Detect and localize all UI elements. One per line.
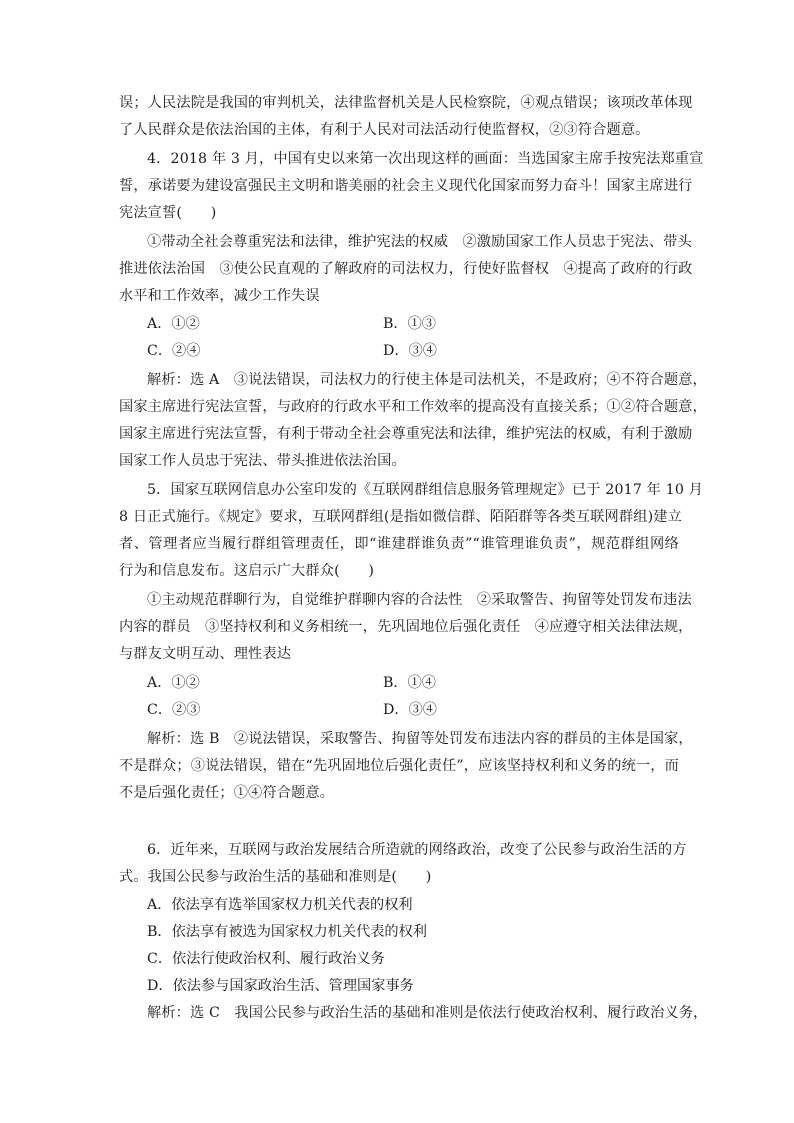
q4-stem-line-3: 宪法宣誓( ) <box>119 205 217 221</box>
q6-stem-line-1: 6．近年来，互联网与政治发展结合所造就的网络政治，改变了公民参与政治生活的方 <box>147 842 687 858</box>
q5-items-line-1: ①主动规范群聊行为，自觉维护群聊内容的合法性 ②采取警告、拘留等处罚发布违法 <box>147 592 692 608</box>
q5-stem-line-1: 5．国家互联网信息办公室印发的《互联网群组信息服务管理规定》已于 2017 年 10 月 <box>147 482 704 498</box>
q5-stem-line-3: 者、管理者应当履行群组管理责任，即“谁建群谁负责”“谁管理谁负责”，规范群组网络 <box>119 536 679 552</box>
q4-answer-line-1: 解析：选 A ③说法错误，司法权力的行使主体是司法机关，不是政府；④不符合题意， <box>147 372 707 388</box>
q5-answer-line-2: 不是群众；③说法错误，错在“先巩固地位后强化责任”，应该坚持权利和义务的统一，而 <box>119 758 679 774</box>
q4-option-c: C．②④ <box>147 343 201 359</box>
q6-stem-line-2: 式。我国公民参与政治生活的基础和准则是( ) <box>119 869 432 885</box>
q6-option-d: D．依法参与国家政治生活、管理国家事务 <box>147 978 414 994</box>
carryover-line-2: 了人民群众是依法治国的主体，有利于人民对司法活动行使监督权，②③符合题意。 <box>119 122 650 138</box>
q4-items-line-1: ①带动全社会尊重宪法和法律，维护宪法的权威 ②激励国家工作人员忠于宪法、带头 <box>147 234 692 250</box>
q5-option-b: B．①④ <box>383 675 436 691</box>
q5-stem-line-2: 8 日正式施行。《规定》要求，互联网群组(是指如微信群、陌陌群等各类互联网群组)建立 <box>119 509 682 525</box>
q5-answer-line-3: 不是后强化责任；①④符合题意。 <box>119 785 335 801</box>
carryover-line-1: 误；人民法院是我国的审判机关，法律监督机关是人民检察院，④观点错误；该项改革体现 <box>119 95 693 111</box>
q6-option-a: A．依法享有选举国家权力机关代表的权利 <box>147 897 413 913</box>
q6-answer-line-1: 解析：选 C 我国公民参与政治生活的基础和准则是依法行使政治权利、履行政治义务， <box>147 1005 708 1021</box>
q5-stem-line-4: 行为和信息发布。这启示广大群众( ) <box>119 563 375 579</box>
q4-items-line-2: 推进依法治国 ③使公民直观的了解政府的司法权力，行使好监督权 ④提高了政府的行政 <box>119 261 693 277</box>
q4-stem-line-1: 4．2018 年 3 月，中国有史以来第一次出现这样的画面：当选国家主席手按宪法郑重宣 <box>147 151 704 167</box>
q5-items-line-2: 内容的群员 ③坚持权利和义务相统一，先巩固地位后强化责任 ④应遵守相关法律法规， <box>119 619 693 635</box>
q4-stem-line-2: 誓，承诺要为建设富强民主文明和谐美丽的社会主义现代化国家而努力奋斗！国家主席进行 <box>119 178 693 194</box>
q4-answer-line-2: 国家主席进行宪法宣誓，与政府的行政水平和工作效率的提高没有直接关系；①②符合题意， <box>119 399 707 415</box>
q4-items-line-3: 水平和工作效率，减少工作失误 <box>119 288 320 304</box>
q4-answer-line-4: 国家工作人员忠于宪法、带头推进依法治国。 <box>119 453 406 469</box>
q5-option-c: C．②③ <box>147 702 201 718</box>
q5-option-d: D．③④ <box>383 702 437 718</box>
q4-option-d: D．③④ <box>383 343 437 359</box>
q4-option-b: B．①③ <box>383 316 436 332</box>
q5-items-line-3: 与群友文明互动、理性表达 <box>119 646 292 662</box>
q5-option-a: A．①② <box>147 675 200 691</box>
q6-option-c: C．依法行使政治权利、履行政治义务 <box>147 951 385 967</box>
q6-option-b: B．依法享有被选为国家权力机关代表的权利 <box>147 924 427 940</box>
q4-option-a: A．①② <box>147 316 200 332</box>
q5-answer-line-1: 解析：选 B ②说法错误，采取警告、拘留等处罚发布违法内容的群员的主体是国家， <box>147 731 693 747</box>
q4-answer-line-3: 国家主席进行宪法宣誓，有利于带动全社会尊重宪法和法律，维护宪法的权威，有利于激励 <box>119 426 693 442</box>
